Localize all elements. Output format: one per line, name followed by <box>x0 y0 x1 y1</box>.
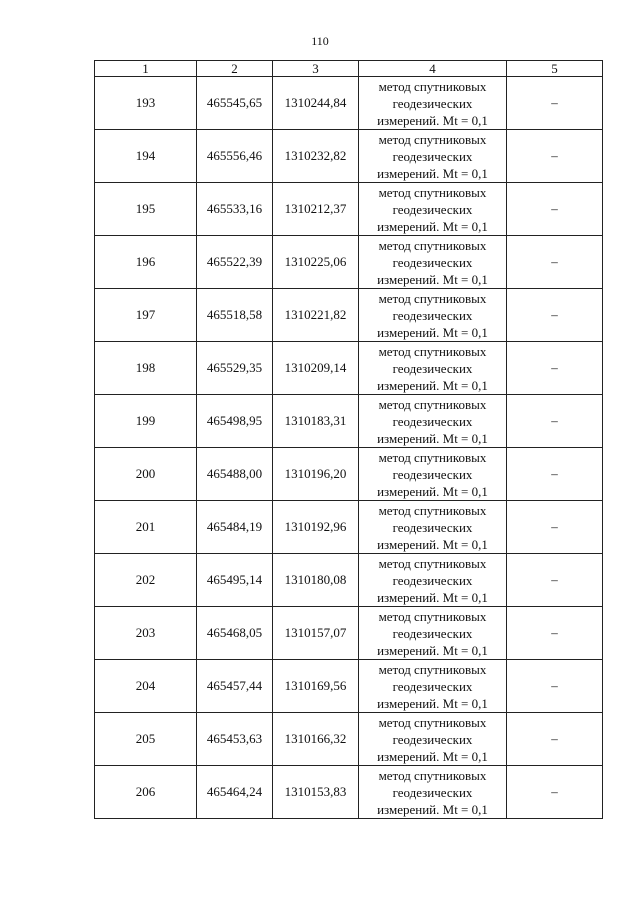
method-line: измерений. Mt = 0,1 <box>377 430 488 446</box>
method-line: метод спутниковых <box>378 184 487 200</box>
y-coordinate-cell: 1310232,82 <box>273 130 359 183</box>
column-5-cell: – <box>507 289 603 342</box>
column-header-5: 5 <box>507 61 603 77</box>
method-line: геодезических <box>392 148 473 164</box>
column-header-4: 4 <box>359 61 507 77</box>
method-cell <box>359 183 507 236</box>
table-row <box>95 395 603 448</box>
x-coordinate-cell: 465518,58 <box>197 289 273 342</box>
coordinates-table <box>94 60 603 819</box>
method-line: геодезических <box>392 95 473 111</box>
y-coordinate-cell: 1310169,56 <box>273 660 359 713</box>
method-line: геодезических <box>392 625 473 641</box>
y-coordinate-cell: 1310183,31 <box>273 395 359 448</box>
point-number-cell: 194 <box>95 130 197 183</box>
method-line: метод спутниковых <box>378 343 487 359</box>
point-number-cell: 200 <box>95 448 197 501</box>
method-cell <box>359 236 507 289</box>
x-coordinate-cell: 465495,14 <box>197 554 273 607</box>
table-row <box>95 766 603 819</box>
table-row <box>95 607 603 660</box>
y-coordinate-cell: 1310153,83 <box>273 766 359 819</box>
method-line: геодезических <box>392 201 473 217</box>
x-coordinate-cell: 465484,19 <box>197 501 273 554</box>
table-row <box>95 289 603 342</box>
method-cell <box>359 448 507 501</box>
table-row <box>95 130 603 183</box>
method-line: измерений. Mt = 0,1 <box>377 377 488 393</box>
method-line: метод спутниковых <box>378 237 487 253</box>
method-cell <box>359 554 507 607</box>
column-header-2: 2 <box>197 61 273 77</box>
table-body <box>95 77 603 819</box>
x-coordinate-cell: 465468,05 <box>197 607 273 660</box>
method-line: измерений. Mt = 0,1 <box>377 642 488 658</box>
method-line: метод спутниковых <box>378 78 487 94</box>
x-coordinate-cell: 465533,16 <box>197 183 273 236</box>
x-coordinate-cell: 465457,44 <box>197 660 273 713</box>
method-line: метод спутниковых <box>378 396 487 412</box>
table-header-row <box>95 61 603 77</box>
method-line: геодезических <box>392 360 473 376</box>
method-line: геодезических <box>392 731 473 747</box>
x-coordinate-cell: 465545,65 <box>197 77 273 130</box>
point-number-cell: 199 <box>95 395 197 448</box>
y-coordinate-cell: 1310166,32 <box>273 713 359 766</box>
y-coordinate-cell: 1310212,37 <box>273 183 359 236</box>
y-coordinate-cell: 1310157,07 <box>273 607 359 660</box>
point-number-cell: 206 <box>95 766 197 819</box>
method-line: измерений. Mt = 0,1 <box>377 536 488 552</box>
method-line: измерений. Mt = 0,1 <box>377 218 488 234</box>
point-number-cell: 202 <box>95 554 197 607</box>
y-coordinate-cell: 1310209,14 <box>273 342 359 395</box>
method-line: измерений. Mt = 0,1 <box>377 112 488 128</box>
point-number-cell: 198 <box>95 342 197 395</box>
y-coordinate-cell: 1310221,82 <box>273 289 359 342</box>
method-cell <box>359 607 507 660</box>
point-number-cell: 196 <box>95 236 197 289</box>
table-row <box>95 77 603 130</box>
column-5-cell: – <box>507 395 603 448</box>
method-cell <box>359 713 507 766</box>
table-row <box>95 183 603 236</box>
table-row <box>95 448 603 501</box>
point-number-cell: 201 <box>95 501 197 554</box>
point-number-cell: 197 <box>95 289 197 342</box>
table-row <box>95 236 603 289</box>
table-row <box>95 342 603 395</box>
method-line: метод спутниковых <box>378 608 487 624</box>
point-number-cell: 203 <box>95 607 197 660</box>
column-header-3: 3 <box>273 61 359 77</box>
method-cell <box>359 342 507 395</box>
method-line: измерений. Mt = 0,1 <box>377 324 488 340</box>
method-line: измерений. Mt = 0,1 <box>377 165 488 181</box>
method-line: геодезических <box>392 519 473 535</box>
column-header-1: 1 <box>95 61 197 77</box>
method-line: метод спутниковых <box>378 661 487 677</box>
method-line: геодезических <box>392 466 473 482</box>
method-line: геодезических <box>392 678 473 694</box>
method-line: геодезических <box>392 572 473 588</box>
method-cell <box>359 660 507 713</box>
column-5-cell: – <box>507 130 603 183</box>
column-5-cell: – <box>507 713 603 766</box>
column-5-cell: – <box>507 766 603 819</box>
method-line: метод спутниковых <box>378 555 487 571</box>
method-line: измерений. Mt = 0,1 <box>377 748 488 764</box>
column-5-cell: – <box>507 554 603 607</box>
page-number: 110 <box>311 34 329 48</box>
method-cell <box>359 289 507 342</box>
method-line: измерений. Mt = 0,1 <box>377 271 488 287</box>
method-cell <box>359 501 507 554</box>
column-5-cell: – <box>507 448 603 501</box>
method-line: измерений. Mt = 0,1 <box>377 483 488 499</box>
method-line: измерений. Mt = 0,1 <box>377 801 488 817</box>
y-coordinate-cell: 1310196,20 <box>273 448 359 501</box>
method-cell <box>359 77 507 130</box>
method-line: измерений. Mt = 0,1 <box>377 695 488 711</box>
table-row <box>95 713 603 766</box>
x-coordinate-cell: 465453,63 <box>197 713 273 766</box>
table-row <box>95 501 603 554</box>
method-line: геодезических <box>392 307 473 323</box>
point-number-cell: 205 <box>95 713 197 766</box>
point-number-cell: 204 <box>95 660 197 713</box>
method-line: метод спутниковых <box>378 502 487 518</box>
method-cell <box>359 395 507 448</box>
x-coordinate-cell: 465529,35 <box>197 342 273 395</box>
column-5-cell: – <box>507 183 603 236</box>
column-5-cell: – <box>507 236 603 289</box>
method-cell <box>359 766 507 819</box>
x-coordinate-cell: 465464,24 <box>197 766 273 819</box>
method-line: геодезических <box>392 413 473 429</box>
method-line: метод спутниковых <box>378 449 487 465</box>
method-line: метод спутниковых <box>378 767 487 783</box>
x-coordinate-cell: 465522,39 <box>197 236 273 289</box>
method-line: метод спутниковых <box>378 131 487 147</box>
method-line: метод спутниковых <box>378 714 487 730</box>
x-coordinate-cell: 465556,46 <box>197 130 273 183</box>
y-coordinate-cell: 1310244,84 <box>273 77 359 130</box>
method-line: геодезических <box>392 784 473 800</box>
point-number-cell: 193 <box>95 77 197 130</box>
column-5-cell: – <box>507 660 603 713</box>
table-row <box>95 660 603 713</box>
column-5-cell: – <box>507 607 603 660</box>
column-5-cell: – <box>507 501 603 554</box>
method-line: геодезических <box>392 254 473 270</box>
x-coordinate-cell: 465488,00 <box>197 448 273 501</box>
point-number-cell: 195 <box>95 183 197 236</box>
x-coordinate-cell: 465498,95 <box>197 395 273 448</box>
y-coordinate-cell: 1310192,96 <box>273 501 359 554</box>
method-cell <box>359 130 507 183</box>
y-coordinate-cell: 1310180,08 <box>273 554 359 607</box>
method-line: измерений. Mt = 0,1 <box>377 589 488 605</box>
method-line: метод спутниковых <box>378 290 487 306</box>
y-coordinate-cell: 1310225,06 <box>273 236 359 289</box>
column-5-cell: – <box>507 342 603 395</box>
column-5-cell: – <box>507 77 603 130</box>
table-row <box>95 554 603 607</box>
